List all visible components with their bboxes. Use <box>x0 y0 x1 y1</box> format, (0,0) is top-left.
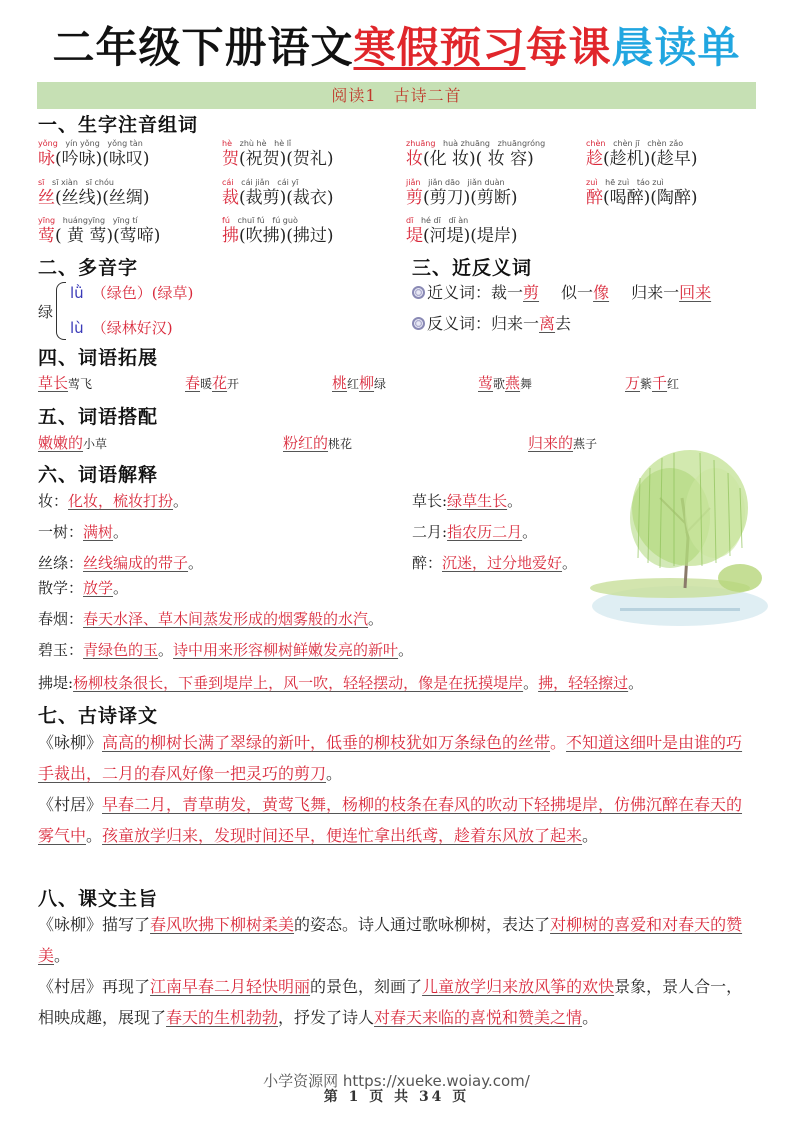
word-1: (吟咏) <box>55 149 103 169</box>
bullet-icon <box>412 286 425 299</box>
word-2: (咏叹) <box>102 149 150 169</box>
character-entry <box>586 138 766 170</box>
page-title <box>0 22 793 74</box>
idiom-item: 桃红柳绿 <box>332 374 387 392</box>
word-2: (拂过) <box>286 226 334 246</box>
pinyin-row: sī sī xiàn sī chóu <box>38 178 114 187</box>
word-row <box>406 188 586 209</box>
pinyin-row: zhuāng huà zhuāng zhuāngróng <box>406 139 546 148</box>
synonym-word: 似一 <box>561 283 594 302</box>
word-2: ( 妆 容) <box>475 149 534 169</box>
word-2: (趁早) <box>650 149 698 169</box>
word-1: (裁剪) <box>239 188 287 208</box>
watermark: 小学资源网 https://xueke.woiay.com/ <box>263 1072 530 1090</box>
antonym-word: 归来一 <box>491 314 540 333</box>
new-character: 丝 <box>38 188 55 208</box>
word-row <box>406 226 586 247</box>
definition-item: 一树：满树。 <box>38 523 129 541</box>
character-entry <box>406 215 586 247</box>
poem-translation-2: 《村居》早春二月，青草萌发，黄莺飞舞，杨柳的枝条在春风的吹动下轻拂堤岸，仿佛沉醉在春天的雾气中。孩童放学归来，发现时间还早，便连忙拿出纸鸢，趁着东风放了起来。 <box>38 795 743 845</box>
title-morning-reading: 晨读单 <box>611 23 741 72</box>
word-row <box>222 226 402 247</box>
new-character: 堤 <box>406 226 423 246</box>
section-heading-3: 三、近反义词 <box>412 257 533 279</box>
polyphone-char: 绿 <box>38 303 54 321</box>
bullet-icon <box>412 317 425 330</box>
section-heading-5: 五、词语搭配 <box>38 406 159 428</box>
synonym-word: 裁一 <box>491 283 524 302</box>
pinyin-row: jiǎn jiǎn dāo jiǎn duàn <box>406 178 505 187</box>
definition-item: 拂堤:杨柳枝条很长，下垂到堤岸上，风一吹，轻轻摆动，像是在抚摸堤岸。拂，轻轻擦过。 <box>38 674 644 692</box>
section-heading-2: 二、多音字 <box>38 257 139 279</box>
word-2: (丝绸) <box>102 188 150 208</box>
synonym-row <box>412 282 711 304</box>
definition-item: 草长:绿草生长。 <box>412 492 523 510</box>
word-2: (贺礼) <box>286 149 334 169</box>
word-2: (莺啼) <box>113 226 161 246</box>
antonym-row <box>412 313 571 335</box>
word-1: (河堤) <box>423 226 471 246</box>
section-heading-6: 六、词语解释 <box>38 464 159 486</box>
new-character: 贺 <box>222 149 239 169</box>
section-heading-1: 一、生字注音组词 <box>38 114 199 136</box>
idiom-item: 莺歌燕舞 <box>478 374 533 392</box>
polyphone-pinyin: lǜ <box>70 284 84 302</box>
word-2: (剪断) <box>470 188 518 208</box>
character-entry <box>406 138 586 170</box>
word-2: (裁衣) <box>286 188 334 208</box>
new-character: 裁 <box>222 188 239 208</box>
antonym-suffix: 去 <box>555 314 572 333</box>
word-row <box>222 188 402 209</box>
synonym-word: 归来一 <box>631 283 680 302</box>
idiom-item: 草长莺飞 <box>38 374 93 392</box>
polyphone-row <box>70 317 173 338</box>
antonym-answer: 离 <box>539 314 556 333</box>
section-heading-7: 七、古诗译文 <box>38 705 159 727</box>
synonym-answer: 剪 <box>523 283 540 302</box>
character-entry <box>222 177 402 209</box>
word-row <box>38 226 218 247</box>
idiom-item: 万紫千红 <box>625 374 680 392</box>
character-entry <box>222 215 402 247</box>
section-heading-8: 八、课文主旨 <box>38 888 159 910</box>
word-1: (吹拂) <box>239 226 287 246</box>
main-idea-2: 《村居》再现了江南早春二月轻快明丽的景色，刻画了儿童放学归来放风筝的欢快景象，景人合一，相映成趣，展现了春天的生机勃勃，抒发了诗人对春天来临的喜悦和赞美之情。 <box>38 977 743 1027</box>
pinyin-row: dī hé dī dī àn <box>406 216 469 225</box>
synonym-answer: 回来 <box>679 283 712 302</box>
collocation-item: 嫩嫩的小草 <box>38 434 108 452</box>
new-character: 醉 <box>586 188 603 208</box>
word-2: (陶醉) <box>650 188 698 208</box>
title-grade: 二年级下册语文 <box>52 23 354 72</box>
pinyin-row: fú chuī fú fú guò <box>222 216 298 225</box>
synonym-label: 近义词： <box>427 283 492 302</box>
word-row <box>586 188 766 209</box>
new-character: 妆 <box>406 149 423 169</box>
willow-tree-illustration <box>590 438 770 634</box>
definition-item: 春烟：春天水泽、草木间蒸发形成的烟雾般的水汽。 <box>38 610 384 628</box>
word-1: ( 黄 莺) <box>55 226 114 246</box>
title-each-lesson: 每课 <box>525 23 612 72</box>
new-character: 剪 <box>406 188 423 208</box>
polyphone-block <box>38 282 378 344</box>
new-character: 拂 <box>222 226 239 246</box>
title-preview: 寒假预习 <box>353 23 526 72</box>
collocation-item: 粉红的桃花 <box>283 434 353 452</box>
idiom-item: 春暖花开 <box>185 374 240 392</box>
polyphone-words: （绿林好汉) <box>91 319 173 337</box>
definition-item: 丝绦：丝线编成的带子。 <box>38 554 204 572</box>
definition-item: 二月:指农历二月。 <box>412 523 538 541</box>
word-1: (祝贺) <box>239 149 287 169</box>
word-1: (剪刀) <box>423 188 471 208</box>
word-row <box>38 188 218 209</box>
new-character: 咏 <box>38 149 55 169</box>
character-entry <box>38 215 218 247</box>
character-entry <box>38 177 218 209</box>
new-character: 莺 <box>38 226 55 246</box>
pinyin-row: yīng huángyīng yīng tí <box>38 216 138 225</box>
pinyin-row: chèn chèn jī chèn zǎo <box>586 139 684 148</box>
pinyin-row: zuì hē zuì táo zuì <box>586 178 664 187</box>
polyphone-pinyin: lù <box>70 319 84 337</box>
collocation-item: 归来的燕子 <box>528 434 598 452</box>
section-heading-4: 四、词语拓展 <box>38 347 159 369</box>
word-1: (喝醉) <box>603 188 651 208</box>
page-number: 第 1 页 共 34 页 <box>323 1089 470 1105</box>
pinyin-row: hè zhù hè hè lǐ <box>222 139 292 148</box>
main-idea-1: 《咏柳》描写了春风吹拂下柳树柔美的姿态。诗人通过歌咏柳树，表达了对柳树的喜爱和对春天的赞美。 <box>38 915 743 965</box>
word-1: (趁机) <box>603 149 651 169</box>
definition-item: 醉：沉迷，过分地爱好。 <box>412 554 578 572</box>
antonym-label: 反义词： <box>427 314 492 333</box>
brace-icon <box>56 282 66 340</box>
word-row <box>38 149 218 170</box>
new-character: 趁 <box>586 149 603 169</box>
definition-item: 碧玉：青绿色的玉。诗中用来形容柳树鲜嫩发亮的新叶。 <box>38 641 414 659</box>
word-1: (丝线) <box>55 188 103 208</box>
definition-item: 妆：化妆，梳妆打扮。 <box>38 492 189 510</box>
pinyin-row: yǒng yín yǒng yǒng tàn <box>38 139 143 148</box>
lesson-banner: 阅读1 古诗二首 <box>37 82 756 109</box>
pinyin-row: cái cái jiǎn cái yī <box>222 178 299 187</box>
character-entry <box>406 177 586 209</box>
definition-item: 散学：放学。 <box>38 579 129 597</box>
polyphone-words: （绿色）(绿草) <box>91 284 194 302</box>
polyphone-row <box>70 282 193 303</box>
word-2: (堤岸) <box>470 226 518 246</box>
character-entry <box>222 138 402 170</box>
poem-translation-1: 《咏柳》高高的柳树长满了翠绿的新叶，低垂的柳枝犹如万条绿色的丝带。不知道这细叶是由谁的巧手裁出，二月的春风好像一把灵巧的剪刀。 <box>38 733 743 783</box>
character-entry <box>38 138 218 170</box>
character-entry <box>586 177 766 209</box>
synonym-answer: 像 <box>593 283 610 302</box>
word-row <box>406 149 586 170</box>
word-1: (化 妆) <box>423 149 476 169</box>
word-row <box>586 149 766 170</box>
word-row <box>222 149 402 170</box>
